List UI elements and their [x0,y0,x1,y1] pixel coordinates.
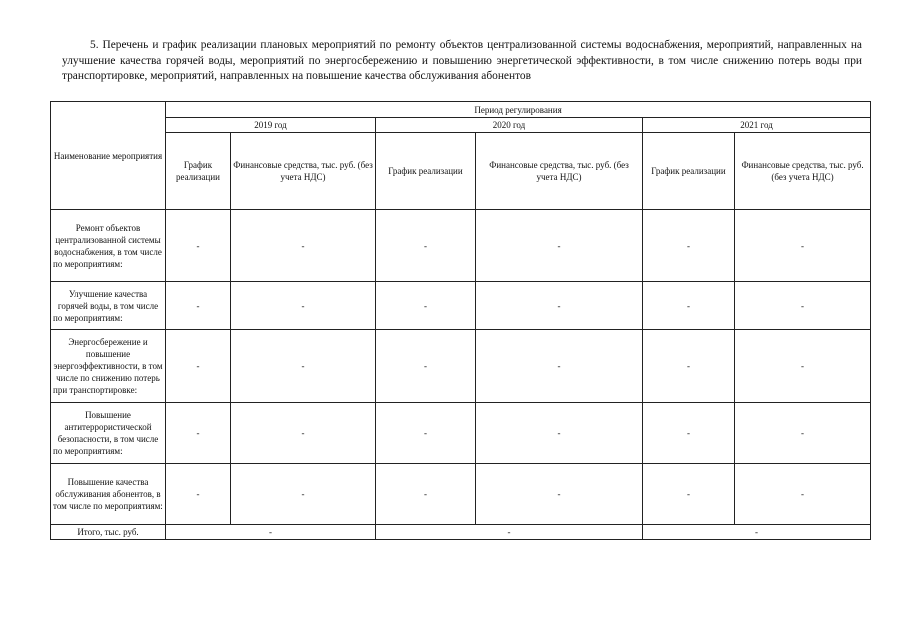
activity-name: Повышение качества обслуживания абонентов, в том числе по мероприятиям: [51,464,166,525]
total-label: Итого, тыс. руб. [51,525,166,540]
total-row [51,525,871,540]
total-2019: - [166,525,376,540]
total-2020: - [376,525,643,540]
table-cell: - [643,464,735,525]
table-cell: - [376,464,476,525]
finance-header-2019: Финансовые средства, тыс. руб. (без учета НДС) [231,133,376,210]
finance-header-2020: Финансовые средства, тыс. руб. (без учета НДС) [476,133,643,210]
schedule-header-2021: График реализации [643,133,735,210]
section-heading: 5. Перечень и график реализации плановых мероприятий по ремонту объектов централизованной системы водоснабжения, мероприятий, направленных на улучшение качества горячей воды, мероприятий по энергосбережению и повышению энергетической эффективности, в том числе снижению потерь воды при транспортировке, мероприятий, направленных на повышение качества обслуживания абонентов [62,39,862,82]
activities-table [50,101,871,540]
activity-name: Повышение антитеррористической безопасности, в том числе по мероприятиям: [51,403,166,464]
table-cell: - [735,464,871,525]
activity-name: Ремонт объектов централизованной системы водоснабжения, в том числе по мероприятиям: [51,210,166,282]
schedule-header-2019: График реализации [166,133,231,210]
table-row [51,210,871,282]
table-cell: - [231,282,376,330]
table-cell: - [231,330,376,403]
table-cell: - [476,403,643,464]
table-cell: - [376,330,476,403]
year-2021-header: 2021 год [643,118,871,133]
period-header: Период регулирования [166,102,871,118]
table-cell: - [231,464,376,525]
table-cell: - [735,330,871,403]
table-cell: - [735,282,871,330]
table-cell: - [735,210,871,282]
activity-name-header: Наименование мероприятия [51,102,166,210]
table-cell: - [643,403,735,464]
table-cell: - [166,210,231,282]
table-cell: - [735,403,871,464]
table-cell: - [231,210,376,282]
activity-name: Энергосбережение и повышение энергоэффективности, в том числе по снижению потерь при транспортировке: [51,330,166,403]
schedule-header-2020: График реализации [376,133,476,210]
year-2019-header: 2019 год [166,118,376,133]
table-row [51,330,871,403]
finance-header-2021: Финансовые средства, тыс. руб. (без учета НДС) [735,133,871,210]
table-cell: - [643,210,735,282]
table-cell: - [376,403,476,464]
table-cell: - [376,210,476,282]
table-cell: - [166,464,231,525]
total-2021: - [643,525,871,540]
table-cell: - [376,282,476,330]
table-row [51,464,871,525]
activity-name: Улучшение качества горячей воды, в том числе по мероприятиям: [51,282,166,330]
table-cell: - [476,210,643,282]
table-cell: - [231,403,376,464]
table-row [51,403,871,464]
table-cell: - [476,330,643,403]
table-cell: - [643,330,735,403]
table-cell: - [643,282,735,330]
table-cell: - [166,403,231,464]
table-cell: - [166,330,231,403]
table-cell: - [166,282,231,330]
year-2020-header: 2020 год [376,118,643,133]
table-row [51,282,871,330]
table-cell: - [476,282,643,330]
table-cell: - [476,464,643,525]
